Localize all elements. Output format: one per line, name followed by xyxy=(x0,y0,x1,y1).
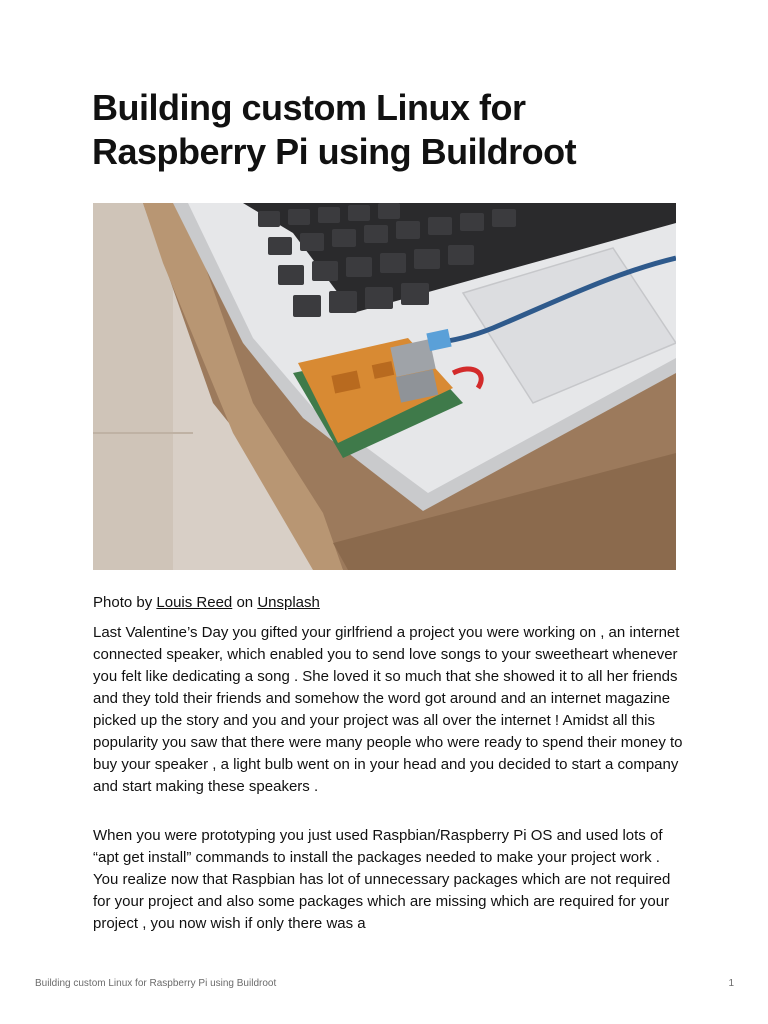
caption-middle: on xyxy=(232,594,258,611)
hero-photo xyxy=(93,203,676,570)
laptop-raspberry-pi-image xyxy=(93,203,676,570)
paragraph-prototyping: When you were prototyping you just used Raspbian/Raspberry Pi OS and used lots of “apt get install” commands to install the packages needed to make your project work . You realize now that Raspbian has lot of unnecessary packages which are not required for your project and also some packages which are missing which are required for your project , you now wish if only there was a xyxy=(93,827,671,932)
caption-prefix: Photo by xyxy=(93,594,157,611)
photo-caption xyxy=(93,593,683,613)
page-number: 1 xyxy=(728,978,734,989)
footer-title: Building custom Linux for Raspberry Pi using Buildroot xyxy=(35,978,277,989)
unsplash-link[interactable]: Unsplash xyxy=(257,594,320,611)
page-title: Building custom Linux for Raspberry Pi using Buildroot xyxy=(92,87,577,172)
photographer-link[interactable]: Louis Reed xyxy=(156,594,233,611)
paragraph-intro: Last Valentine’s Day you gifted your girlfriend a project you were working on , an internet connected speaker, which enabled you to send love songs to your sweetheart whenever you felt like dedicating a song . She loved it so much that she showed it to all her friends and they told their friends and somehow the word got around and an internet magazine picked up the story and you and your project was all over the internet ! Amidst all this popularity you saw that there were many people who were ready to spend their money to buy your speaker , a light bulb went on in your head and you decided to start a company and start making these speakers . xyxy=(93,624,683,795)
